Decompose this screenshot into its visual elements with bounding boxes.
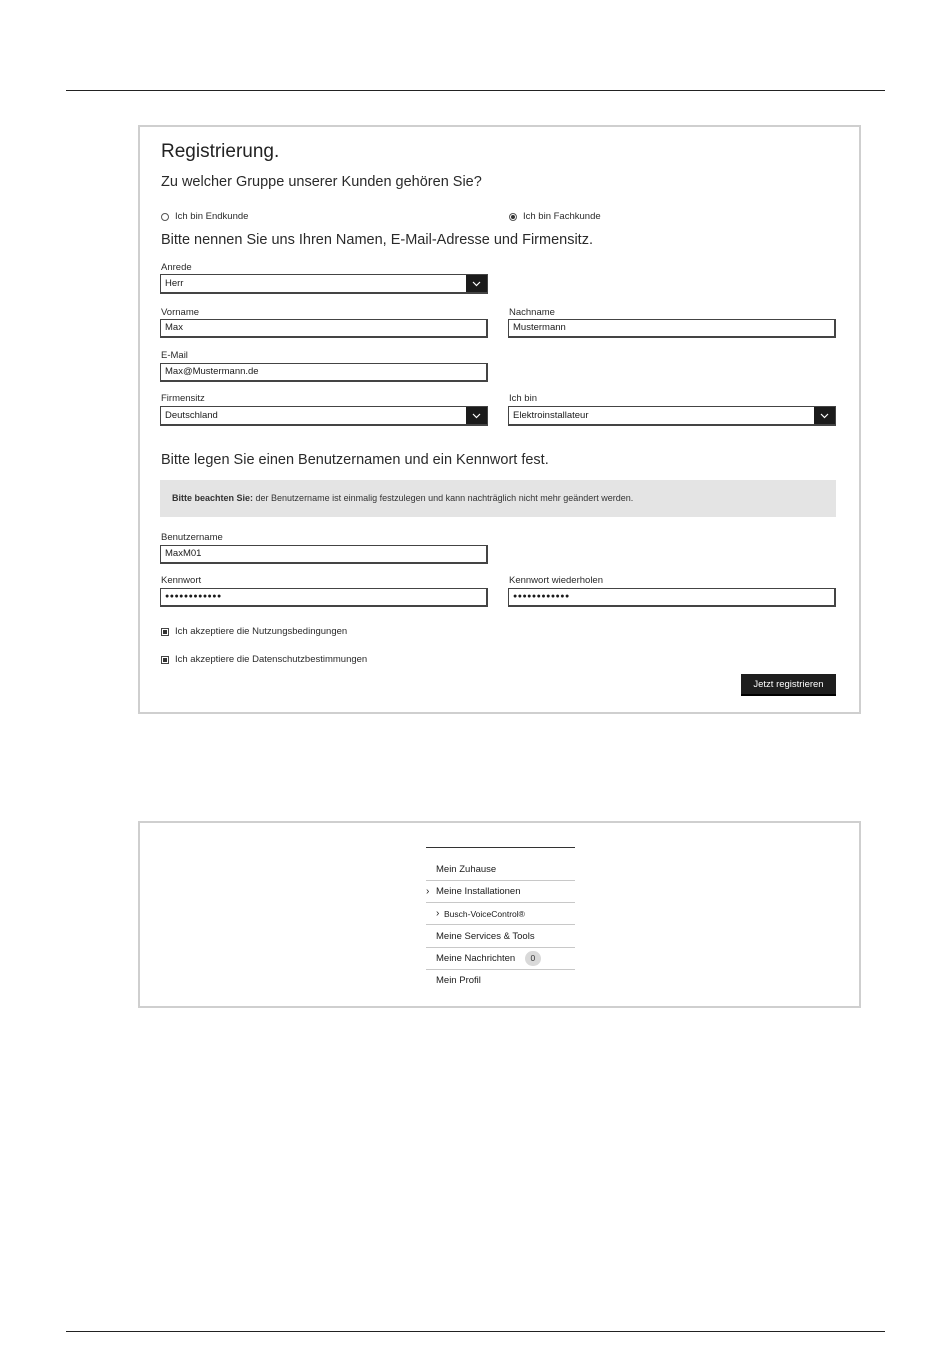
benutzername-label: Benutzername — [161, 532, 223, 543]
chevron-right-icon: › — [436, 908, 440, 919]
radio-on-icon — [509, 213, 517, 221]
ich-bin-value: Elektroinstallateur — [513, 410, 589, 421]
menu-item-label: Mein Zuhause — [436, 864, 497, 875]
privacy-checkbox[interactable] — [161, 654, 367, 665]
menu-item-label: Meine Installationen — [436, 886, 521, 897]
notice-bold: Bitte beachten Sie: — [172, 493, 254, 503]
register-button[interactable]: Jetzt registrieren — [741, 674, 836, 696]
menu-item-services-tools[interactable] — [426, 926, 575, 948]
menu-item-label: Meine Nachrichten — [436, 953, 516, 964]
email-field[interactable]: Max@Mustermann.de — [160, 363, 488, 382]
menu-top-rule — [426, 847, 575, 848]
registration-title: Registrierung. — [161, 141, 280, 162]
checkbox-checked-icon — [161, 628, 169, 636]
privacy-label: Ich akzeptiere die Datenschutzbestimmungen — [175, 654, 368, 665]
anrede-select[interactable] — [160, 274, 488, 294]
chevron-down-icon — [466, 275, 487, 292]
menu-item-label: Meine Services & Tools — [436, 931, 535, 942]
chevron-right-icon: › — [426, 886, 430, 897]
bottom-rule — [66, 1331, 885, 1332]
ich-bin-label: Ich bin — [509, 393, 537, 404]
email-label: E-Mail — [161, 350, 188, 361]
radio-fachkunde-label: Ich bin Fachkunde — [523, 211, 601, 222]
menu-item-nachrichten[interactable] — [426, 948, 575, 970]
menu-item-label: Mein Profil — [436, 975, 481, 986]
notice-text: der Benutzername ist einmalig festzulegen und kann nachträglich nicht mehr geändert werden. — [253, 493, 634, 503]
menu-item-mein-profil[interactable] — [426, 970, 575, 992]
vorname-field[interactable]: Max — [160, 319, 488, 338]
menu-item-label: Busch-VoiceControl® — [444, 909, 525, 919]
menu-item-busch-voicecontrol[interactable] — [426, 903, 575, 925]
chevron-down-icon — [814, 407, 835, 424]
kennwort-label: Kennwort — [161, 575, 202, 586]
credentials-prompt: Bitte legen Sie einen Benutzernamen und ein Kennwort fest. — [161, 452, 549, 468]
nachname-label: Nachname — [509, 307, 555, 318]
firmensitz-value: Deutschland — [165, 410, 218, 421]
kennwort-field[interactable]: ●●●●●●●●●●●● — [160, 588, 488, 607]
top-rule — [66, 90, 885, 91]
benutzername-field[interactable]: MaxM01 — [160, 545, 488, 564]
message-count-badge: 0 — [525, 951, 541, 966]
kennwort-repeat-label: Kennwort wiederholen — [509, 575, 604, 586]
nachname-field[interactable]: Mustermann — [508, 319, 836, 338]
kennwort-repeat-field[interactable]: ●●●●●●●●●●●● — [508, 588, 836, 607]
vorname-label: Vorname — [161, 307, 200, 318]
checkbox-checked-icon — [161, 656, 169, 664]
radio-endkunde-label: Ich bin Endkunde — [175, 211, 249, 222]
terms-checkbox[interactable] — [161, 626, 347, 637]
name-prompt: Bitte nennen Sie uns Ihren Namen, E-Mail-Adresse und Firmensitz. — [161, 232, 593, 248]
firmensitz-label: Firmensitz — [161, 393, 205, 404]
radio-endkunde[interactable] — [161, 211, 248, 222]
ich-bin-select[interactable] — [508, 406, 836, 426]
menu-item-meine-installationen[interactable] — [426, 881, 575, 903]
menu-item-mein-zuhause[interactable] — [426, 859, 575, 881]
anrede-value: Herr — [165, 278, 184, 289]
radio-off-icon — [161, 213, 169, 221]
firmensitz-select[interactable] — [160, 406, 488, 426]
terms-label: Ich akzeptiere die Nutzungsbedingungen — [175, 626, 348, 637]
group-question: Zu welcher Gruppe unserer Kunden gehören Sie? — [161, 174, 482, 190]
anrede-label: Anrede — [161, 262, 192, 273]
radio-fachkunde[interactable] — [509, 211, 601, 222]
notice-box — [160, 480, 836, 517]
chevron-down-icon — [466, 407, 487, 424]
